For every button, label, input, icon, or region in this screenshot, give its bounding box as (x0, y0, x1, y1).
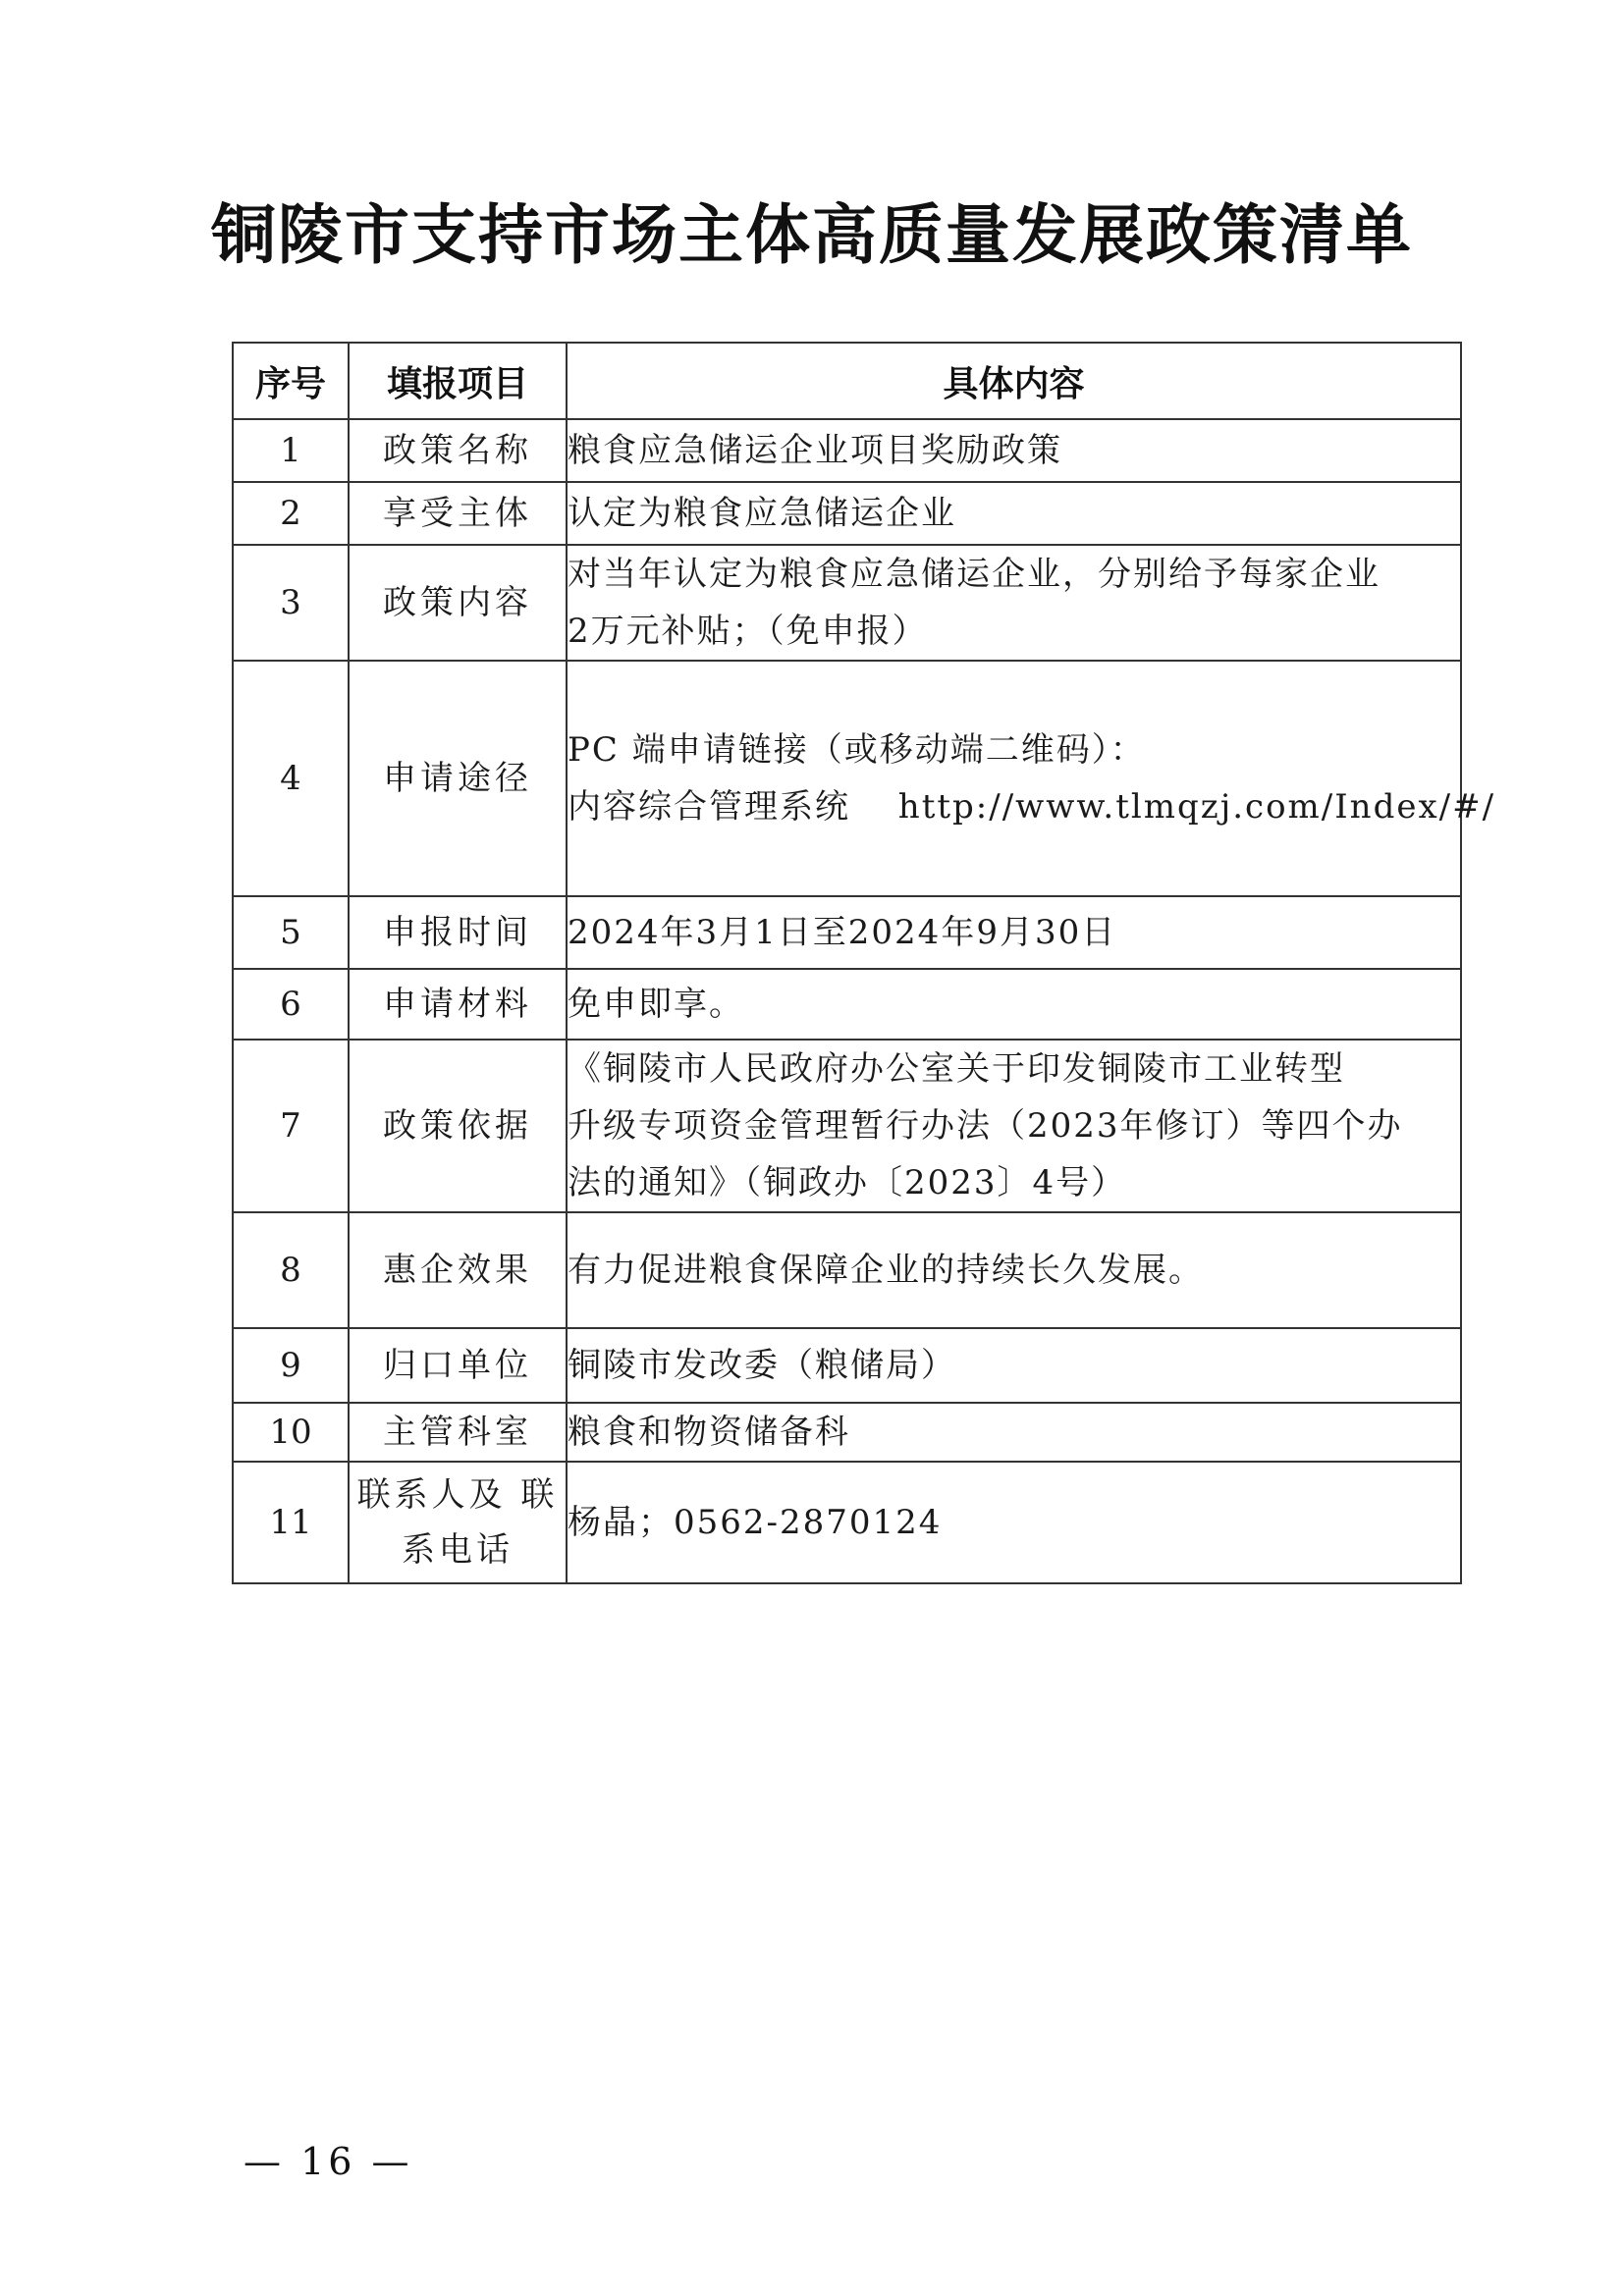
row-serial: 8 (233, 1212, 349, 1328)
row-item: 政策名称 (349, 419, 567, 482)
row-serial: 4 (233, 661, 349, 896)
row-content: 认定为粮食应急储运企业 (567, 482, 1461, 545)
header-serial: 序号 (233, 343, 349, 419)
row-serial: 11 (233, 1462, 349, 1583)
table-header-row (233, 343, 1461, 419)
row-content: 有力促进粮食保障企业的持续长久发展。 (567, 1212, 1461, 1328)
application-link[interactable]: 内容综合管理系统 http://www.tlmqzj.com/Index/#/ (568, 787, 1496, 827)
table-row (233, 896, 1461, 969)
row-item: 主管科室 (349, 1403, 567, 1462)
row-item: 政策依据 (349, 1040, 567, 1212)
table-row (233, 1040, 1461, 1212)
row-item: 归口单位 (349, 1328, 567, 1403)
row-content: 粮食和物资储备科 (567, 1403, 1461, 1462)
table-row (233, 969, 1461, 1040)
row-item: 联系人及 联系电话 (349, 1462, 567, 1583)
row-serial: 9 (233, 1328, 349, 1403)
table-row (233, 482, 1461, 545)
row-serial: 1 (233, 419, 349, 482)
document-title: 铜陵市支持市场主体高质量发展政策清单 (211, 197, 1413, 273)
row-content: 杨晶；0562-2870124 (567, 1462, 1461, 1583)
row-serial: 10 (233, 1403, 349, 1462)
table-row (233, 661, 1461, 896)
row-item: 申请材料 (349, 969, 567, 1040)
row-item: 申报时间 (349, 896, 567, 969)
header-item: 填报项目 (349, 343, 567, 419)
row-content: 2024年3月1日至2024年9月30日 (567, 896, 1461, 969)
row-content: 粮食应急储运企业项目奖励政策 (567, 419, 1461, 482)
row-item: 政策内容 (349, 545, 567, 661)
row-content: 铜陵市发改委（粮储局） (567, 1328, 1461, 1403)
page-number: — 16 — (244, 2140, 413, 2183)
table-row (233, 419, 1461, 482)
row-item: 申请途径 (349, 661, 567, 896)
row-serial: 5 (233, 896, 349, 969)
table-row (233, 545, 1461, 661)
row-serial: 2 (233, 482, 349, 545)
table-row (233, 1403, 1461, 1462)
row-content: 免申即享。 (567, 969, 1461, 1040)
row-item: 惠企效果 (349, 1212, 567, 1328)
table-row (233, 1212, 1461, 1328)
row-serial: 7 (233, 1040, 349, 1212)
row-content: 对当年认定为粮食应急储运企业，分别给予每家企业 2万元补贴；（免申报） (567, 545, 1461, 661)
row-content: PC 端申请链接（或移动端二维码）： 内容综合管理系统 http://www.tlmqzj.com/Index/#/ (567, 661, 1461, 896)
table-row (233, 1462, 1461, 1583)
table-row (233, 1328, 1461, 1403)
policy-table (232, 342, 1496, 1584)
row-serial: 3 (233, 545, 349, 661)
row-serial: 6 (233, 969, 349, 1040)
row-item: 享受主体 (349, 482, 567, 545)
header-content: 具体内容 (567, 343, 1461, 419)
row-content: 《铜陵市人民政府办公室关于印发铜陵市工业转型 升级专项资金管理暂行办法（2023年修订）等四个办 法的通知》（铜政办〔2023〕4号） (567, 1040, 1461, 1212)
